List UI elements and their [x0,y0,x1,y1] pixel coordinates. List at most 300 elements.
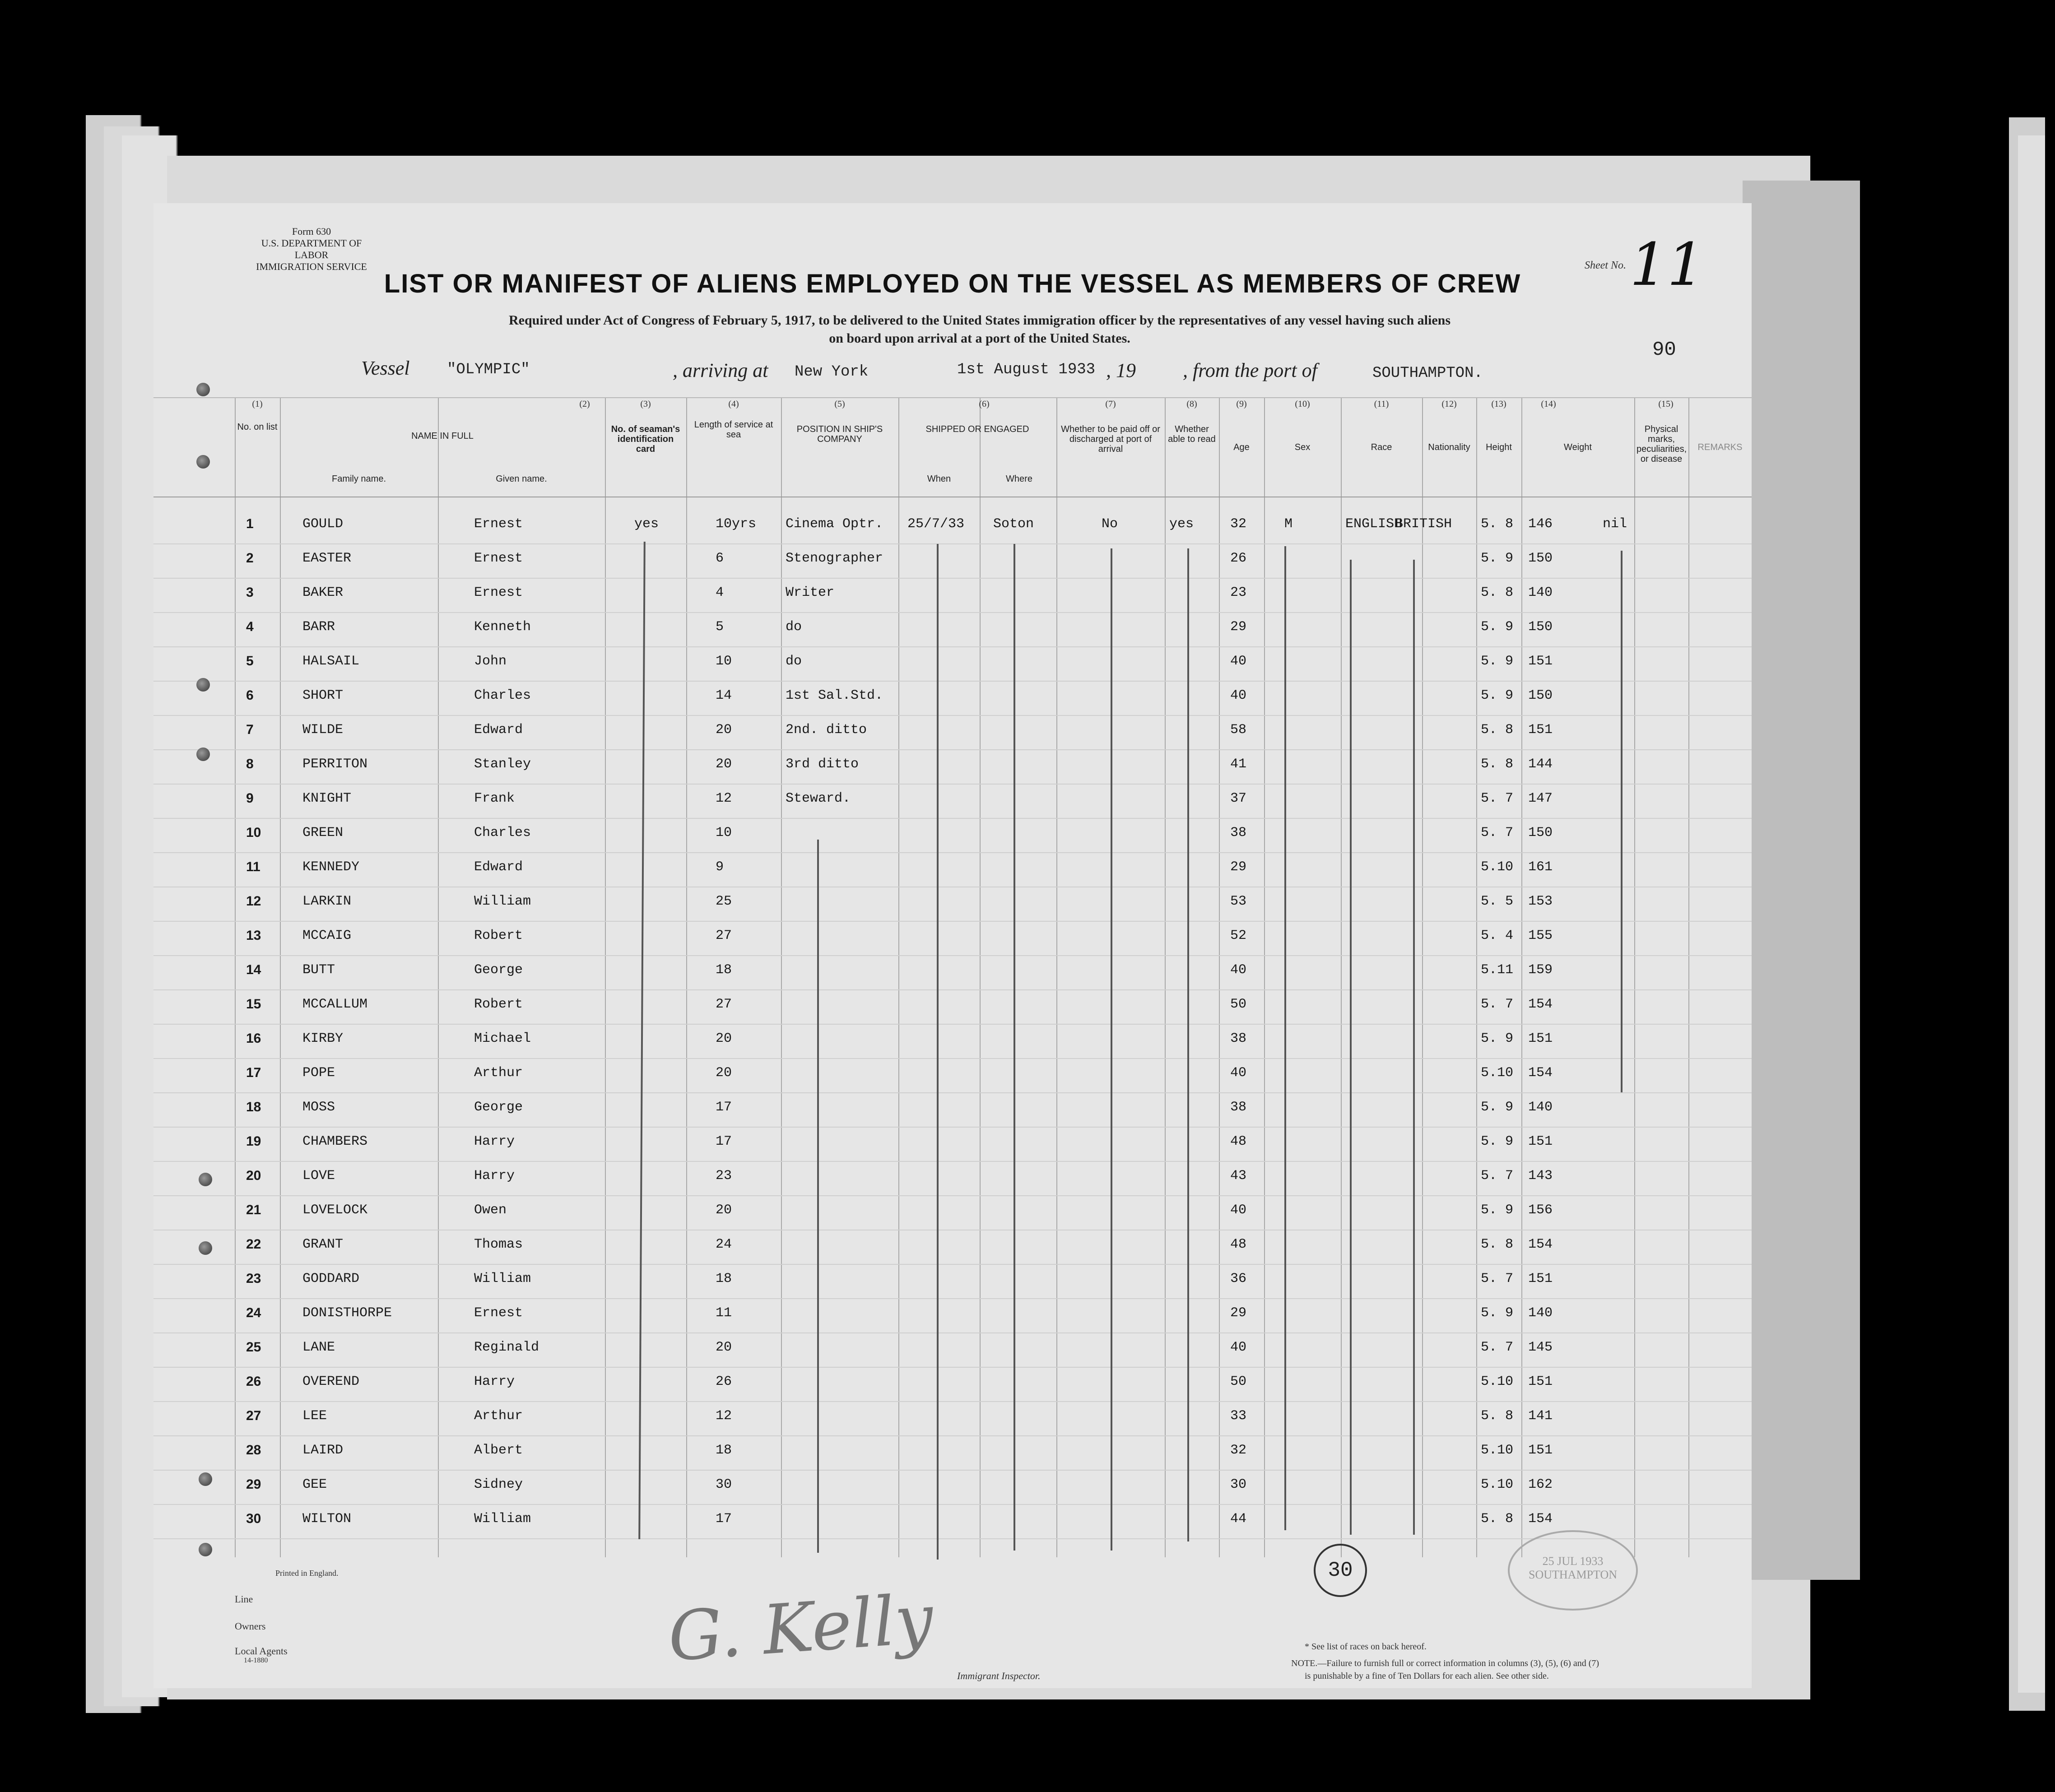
table-row [153,990,1752,1025]
height: 5. 8 [1481,757,1514,772]
table-row [153,716,1752,750]
age: 38 [1230,825,1247,840]
family-name: PERRITON [302,757,368,772]
length-of-service: 18 [716,1443,732,1458]
weight: 151 [1528,1031,1553,1046]
table-row [153,510,1752,544]
given-name: Edward [474,722,523,738]
given-name: Arthur [474,1065,523,1081]
weight: 140 [1528,1100,1553,1115]
given-name: Michael [474,1031,531,1046]
height: 5. 8 [1481,516,1514,532]
colnum: (1) [252,399,263,409]
age: 52 [1230,928,1247,943]
row-number: 19 [246,1134,261,1149]
stamp-place: SOUTHAMPTON [1529,1568,1617,1581]
height: 5.10 [1481,1443,1514,1458]
vessel-label: Vessel [361,357,410,379]
paid-off: No [1102,516,1118,532]
height: 5. 8 [1481,585,1514,600]
age: 41 [1230,757,1247,772]
colnum: (12) [1441,399,1457,409]
colnum: (5) [834,399,845,409]
header-given-name: Given name. [496,474,547,484]
weight: 141 [1528,1408,1553,1424]
row-number: 6 [246,688,254,703]
height: 5. 7 [1481,1271,1514,1286]
given-name: Edward [474,859,523,875]
underlying-page [1743,181,1860,1580]
weight: 150 [1528,551,1553,566]
given-name: Stanley [474,757,531,772]
height: 5. 9 [1481,1031,1514,1046]
age: 40 [1230,1065,1247,1081]
age: 38 [1230,1100,1247,1115]
length-of-service: 20 [716,1202,732,1218]
table-row [153,544,1752,579]
age: 50 [1230,997,1247,1012]
table-row [153,785,1752,819]
length-of-service: 20 [716,757,732,772]
age: 40 [1230,1340,1247,1355]
weight: 143 [1528,1168,1553,1184]
row-number: 29 [246,1477,261,1492]
height: 5. 9 [1481,688,1514,703]
note-line-2: is punishable by a fine of Ten Dollars for each alien. See other side. [1305,1671,1549,1681]
header-when: When [927,474,951,484]
age: 26 [1230,551,1247,566]
total-circled: 30 [1314,1544,1367,1597]
given-name: Ernest [474,551,523,566]
agents-code: 14-1880 [244,1657,268,1664]
table-row [153,853,1752,887]
colnum: (2) [579,399,590,409]
row-number: 24 [246,1305,261,1320]
punch-hole [199,1173,212,1186]
height: 5. 7 [1481,791,1514,806]
colnum: (7) [1105,399,1116,409]
age: 43 [1230,1168,1247,1184]
colnum: (4) [728,399,739,409]
row-number: 3 [246,585,254,600]
row-number: 4 [246,619,254,634]
length-of-service: 20 [716,1340,732,1355]
table-row [153,1299,1752,1333]
margin-number: 90 [1652,339,1676,361]
weight: 145 [1528,1340,1553,1355]
position: 3rd ditto [786,757,859,772]
note-line-1: NOTE.—Failure to furnish full or correct information in columns (3), (5), (6) and (7) [1291,1658,1599,1668]
punch-hole [196,383,210,396]
header-nationality: Nationality [1428,442,1470,452]
header-height: Height [1486,442,1512,452]
family-name: GOULD [302,516,344,532]
table-row [153,1471,1752,1505]
table-row [153,1265,1752,1299]
family-name: KIRBY [302,1031,344,1046]
given-name: William [474,1511,531,1527]
pen-ditto-line [937,544,939,1560]
family-name: GREEN [302,825,344,840]
age: 29 [1230,619,1247,635]
height: 5. 7 [1481,1340,1514,1355]
header-race: Race [1371,442,1392,452]
position: Steward. [786,791,851,806]
age: 48 [1230,1134,1247,1149]
age: 36 [1230,1271,1247,1286]
age: 53 [1230,894,1247,909]
weight: 150 [1528,825,1553,840]
weight: 140 [1528,1305,1553,1321]
age: 40 [1230,688,1247,703]
height: 5.10 [1481,1477,1514,1492]
family-name: BAKER [302,585,344,600]
service: IMMIGRATION SERVICE [256,261,367,272]
row-number: 15 [246,997,261,1012]
weight: 151 [1528,1443,1553,1458]
length-of-service: 10 [716,654,732,669]
age: 48 [1230,1237,1247,1252]
pen-ditto-line [1350,560,1352,1535]
position: do [786,619,802,635]
header-seaman-card: No. of seaman's identification card [611,424,680,454]
physical-marks: nil [1603,516,1627,532]
subtitle-line-1: Required under Act of Congress of February 5, 1917, to be delivered to the United States immigration officer by the representatives of any vessel having such aliens [509,313,1451,328]
age: 40 [1230,1202,1247,1218]
row-number: 12 [246,894,261,909]
given-name: Charles [474,688,531,703]
weight: 150 [1528,619,1553,635]
length-of-service: 12 [716,1408,732,1424]
family-name: POPE [302,1065,335,1081]
length-of-service: 10 [716,825,732,840]
header-where: Where [1006,474,1032,484]
age: 58 [1230,722,1247,738]
table-row [153,1230,1752,1265]
age: 32 [1230,1443,1247,1458]
table-row [153,956,1752,990]
age: 40 [1230,654,1247,669]
weight: 140 [1528,585,1553,600]
length-of-service: 23 [716,1168,732,1184]
family-name: MCCAIG [302,928,352,943]
table-row [153,1093,1752,1128]
length-of-service: 17 [716,1100,732,1115]
row-number: 8 [246,757,254,771]
table-row [153,819,1752,853]
length-of-service: 14 [716,688,732,703]
given-name: Frank [474,791,515,806]
height: 5.10 [1481,859,1514,875]
length-of-service: 18 [716,962,732,978]
family-name: EASTER [302,551,352,566]
pen-ditto-line [1014,544,1015,1551]
age: 44 [1230,1511,1247,1527]
height: 5. 9 [1481,619,1514,635]
height: 5. 4 [1481,928,1514,943]
arriving-label: , arriving at [673,359,768,381]
length-of-service: 20 [716,1031,732,1046]
form-info [244,226,379,273]
page-title: LIST OR MANIFEST OF ALIENS EMPLOYED ON THE VESSEL AS MEMBERS OF CREW [384,269,1521,298]
weight: 154 [1528,1237,1553,1252]
given-name: Albert [474,1443,523,1458]
height: 5. 8 [1481,1511,1514,1527]
pen-ditto-line [1111,548,1112,1551]
weight: 151 [1528,722,1553,738]
weight: 162 [1528,1477,1553,1492]
inspector-signature: G. Kelly [665,1579,936,1677]
length-of-service: 20 [716,722,732,738]
given-name: George [474,1100,523,1115]
form-number: Form 630 [292,226,331,237]
height: 5. 7 [1481,997,1514,1012]
age: 29 [1230,1305,1247,1321]
colnum: (9) [1236,399,1247,409]
family-name: LAIRD [302,1443,344,1458]
given-name: Robert [474,997,523,1012]
table-row [153,1196,1752,1230]
row-number: 1 [246,516,254,531]
from-port-label: , from the port of [1183,359,1317,381]
weight: 151 [1528,1374,1553,1389]
family-name: LOVE [302,1168,335,1184]
family-name: KENNEDY [302,859,360,875]
row-number: 9 [246,791,254,806]
length-of-service: 9 [716,859,724,875]
given-name: Reginald [474,1340,539,1355]
header-no-on-list: No. on list [237,422,278,432]
able-to-read: yes [1169,516,1194,532]
length-of-service: 17 [716,1511,732,1527]
pen-ditto-line [1284,546,1286,1530]
height: 5.10 [1481,1065,1514,1081]
given-name: Owen [474,1202,507,1218]
pen-ditto-line [817,840,819,1553]
header-name-in-full: NAME IN FULL [411,431,474,441]
binder-page-edge [2018,135,2045,1693]
row-number: 20 [246,1168,261,1183]
row-number: 27 [246,1408,261,1423]
port-stamp [1508,1530,1638,1611]
height: 5. 9 [1481,551,1514,566]
punch-hole [196,678,210,692]
header-able-read: Whether able to read [1168,424,1216,444]
row-number: 28 [246,1443,261,1458]
weight: 144 [1528,757,1553,772]
table-row [153,1128,1752,1162]
row-number: 5 [246,654,254,669]
family-name: MCCALLUM [302,997,368,1012]
header-weight: Weight [1564,442,1592,452]
family-name: OVEREND [302,1374,360,1389]
table-row [153,579,1752,613]
shipped-where: Soton [993,516,1034,532]
family-name: LANE [302,1340,335,1355]
height: 5. 8 [1481,1408,1514,1424]
length-of-service: 24 [716,1237,732,1252]
height: 5. 9 [1481,654,1514,669]
weight: 155 [1528,928,1553,943]
given-name: Thomas [474,1237,523,1252]
sheet-no-value: 11 [1630,230,1705,299]
family-name: BARR [302,619,335,635]
colnum: (15) [1658,399,1674,409]
position: do [786,654,802,669]
pen-ditto-line [1187,548,1189,1541]
weight: 159 [1528,962,1553,978]
family-name: DONISTHORPE [302,1305,392,1321]
weight: 150 [1528,688,1553,703]
weight: 151 [1528,654,1553,669]
age: 50 [1230,1374,1247,1389]
year-label: , 19 [1106,359,1136,381]
given-name: Harry [474,1168,515,1184]
sex: M [1284,516,1293,532]
vessel-name: "OLYMPIC" [447,361,530,378]
weight: 161 [1528,859,1553,875]
length-of-service: 4 [716,585,724,600]
punch-hole [199,1472,212,1486]
table-row [153,1059,1752,1093]
given-name: William [474,1271,531,1286]
height: 5. 9 [1481,1100,1514,1115]
table-row [153,682,1752,716]
position: Cinema Optr. [786,516,883,532]
row-number: 10 [246,825,261,840]
colnum: (3) [640,399,651,409]
family-name: BUTT [302,962,335,978]
length-of-service: 18 [716,1271,732,1286]
family-name: WILDE [302,722,344,738]
family-name: HALSAIL [302,654,360,669]
height: 5. 9 [1481,1202,1514,1218]
table-row [153,613,1752,647]
height: 5.10 [1481,1374,1514,1389]
position: Writer [786,585,835,600]
given-name: Robert [474,928,523,943]
weight: 147 [1528,791,1553,806]
colnum: (8) [1186,399,1197,409]
age: 38 [1230,1031,1247,1046]
family-name: GEE [302,1477,327,1492]
arriving-at: New York [795,363,869,381]
race: ENGLISH [1345,516,1403,532]
stamp-date: 25 JUL 1933 [1542,1555,1604,1568]
family-name: CHAMBERS [302,1134,368,1149]
table-row [153,1505,1752,1539]
shipped-when: 25/7/33 [907,516,965,532]
weight: 153 [1528,894,1553,909]
age: 33 [1230,1408,1247,1424]
pen-ditto-line [1413,560,1415,1535]
subtitle [370,311,1589,348]
position: Stenographer [786,551,883,566]
family-name: GODDARD [302,1271,360,1286]
age: 23 [1230,585,1247,600]
length-of-service: 6 [716,551,724,566]
length-of-service: 12 [716,791,732,806]
colnum: (13) [1491,399,1506,409]
family-name: LEE [302,1408,327,1424]
given-name: Arthur [474,1408,523,1424]
length-of-service: 30 [716,1477,732,1492]
given-name: Sidney [474,1477,523,1492]
header-shipped: SHIPPED OR ENGAGED [925,424,1029,434]
row-number: 26 [246,1374,261,1389]
height: 5. 8 [1481,722,1514,738]
family-name: SHORT [302,688,344,703]
row-number: 23 [246,1271,261,1286]
length-of-service: 25 [716,894,732,909]
seaman-card: yes [634,516,659,532]
table-row [153,647,1752,682]
printed-in: Printed in England. [275,1569,339,1578]
length-of-service: 27 [716,997,732,1012]
table-row [153,1402,1752,1436]
position: 2nd. ditto [786,722,867,738]
weight: 154 [1528,1511,1553,1527]
table-row [153,887,1752,922]
header-family-name: Family name. [331,474,386,484]
subtitle-line-2: on board upon arrival at a port of the United States. [829,331,1130,346]
table-row [153,922,1752,956]
punch-hole [196,455,210,469]
age: 32 [1230,516,1247,532]
from-port: SOUTHAMPTON. [1372,365,1483,382]
given-name: Harry [474,1374,515,1389]
given-name: Ernest [474,516,523,532]
family-name: LOVELOCK [302,1202,368,1218]
table-row [153,1368,1752,1402]
header-position: POSITION IN SHIP'S COMPANY [796,424,883,444]
length-of-service: 5 [716,619,724,635]
agents-label: Local Agents [235,1645,288,1657]
weight: 146 [1528,516,1553,532]
weight: 154 [1528,1065,1553,1081]
row-number: 14 [246,962,261,977]
colnum: (10) [1295,399,1310,409]
height: 5.11 [1481,962,1514,978]
position: 1st Sal.Std. [786,688,883,703]
row-number: 2 [246,551,254,566]
age: 37 [1230,791,1247,806]
row-number: 25 [246,1340,261,1355]
given-name: Ernest [474,585,523,600]
colnum: (14) [1541,399,1556,409]
owners-label: Owners [235,1620,266,1632]
family-name: GRANT [302,1237,344,1252]
punch-hole [199,1543,212,1556]
age: 40 [1230,962,1247,978]
row-number: 7 [246,722,254,737]
height: 5. 7 [1481,1168,1514,1184]
weight: 151 [1528,1271,1553,1286]
length-of-service: 27 [716,928,732,943]
weight: 156 [1528,1202,1553,1218]
given-name: Charles [474,825,531,840]
punch-hole [196,747,210,761]
nationality: BRITISH [1395,516,1452,532]
given-name: William [474,894,531,909]
crew-table [153,397,1752,1557]
header-sex: Sex [1294,442,1311,452]
family-name: MOSS [302,1100,335,1115]
sheet-no-label: Sheet No. [1585,260,1626,271]
length-of-service: 20 [716,1065,732,1081]
family-name: WILTON [302,1511,352,1527]
table-row [153,1333,1752,1368]
